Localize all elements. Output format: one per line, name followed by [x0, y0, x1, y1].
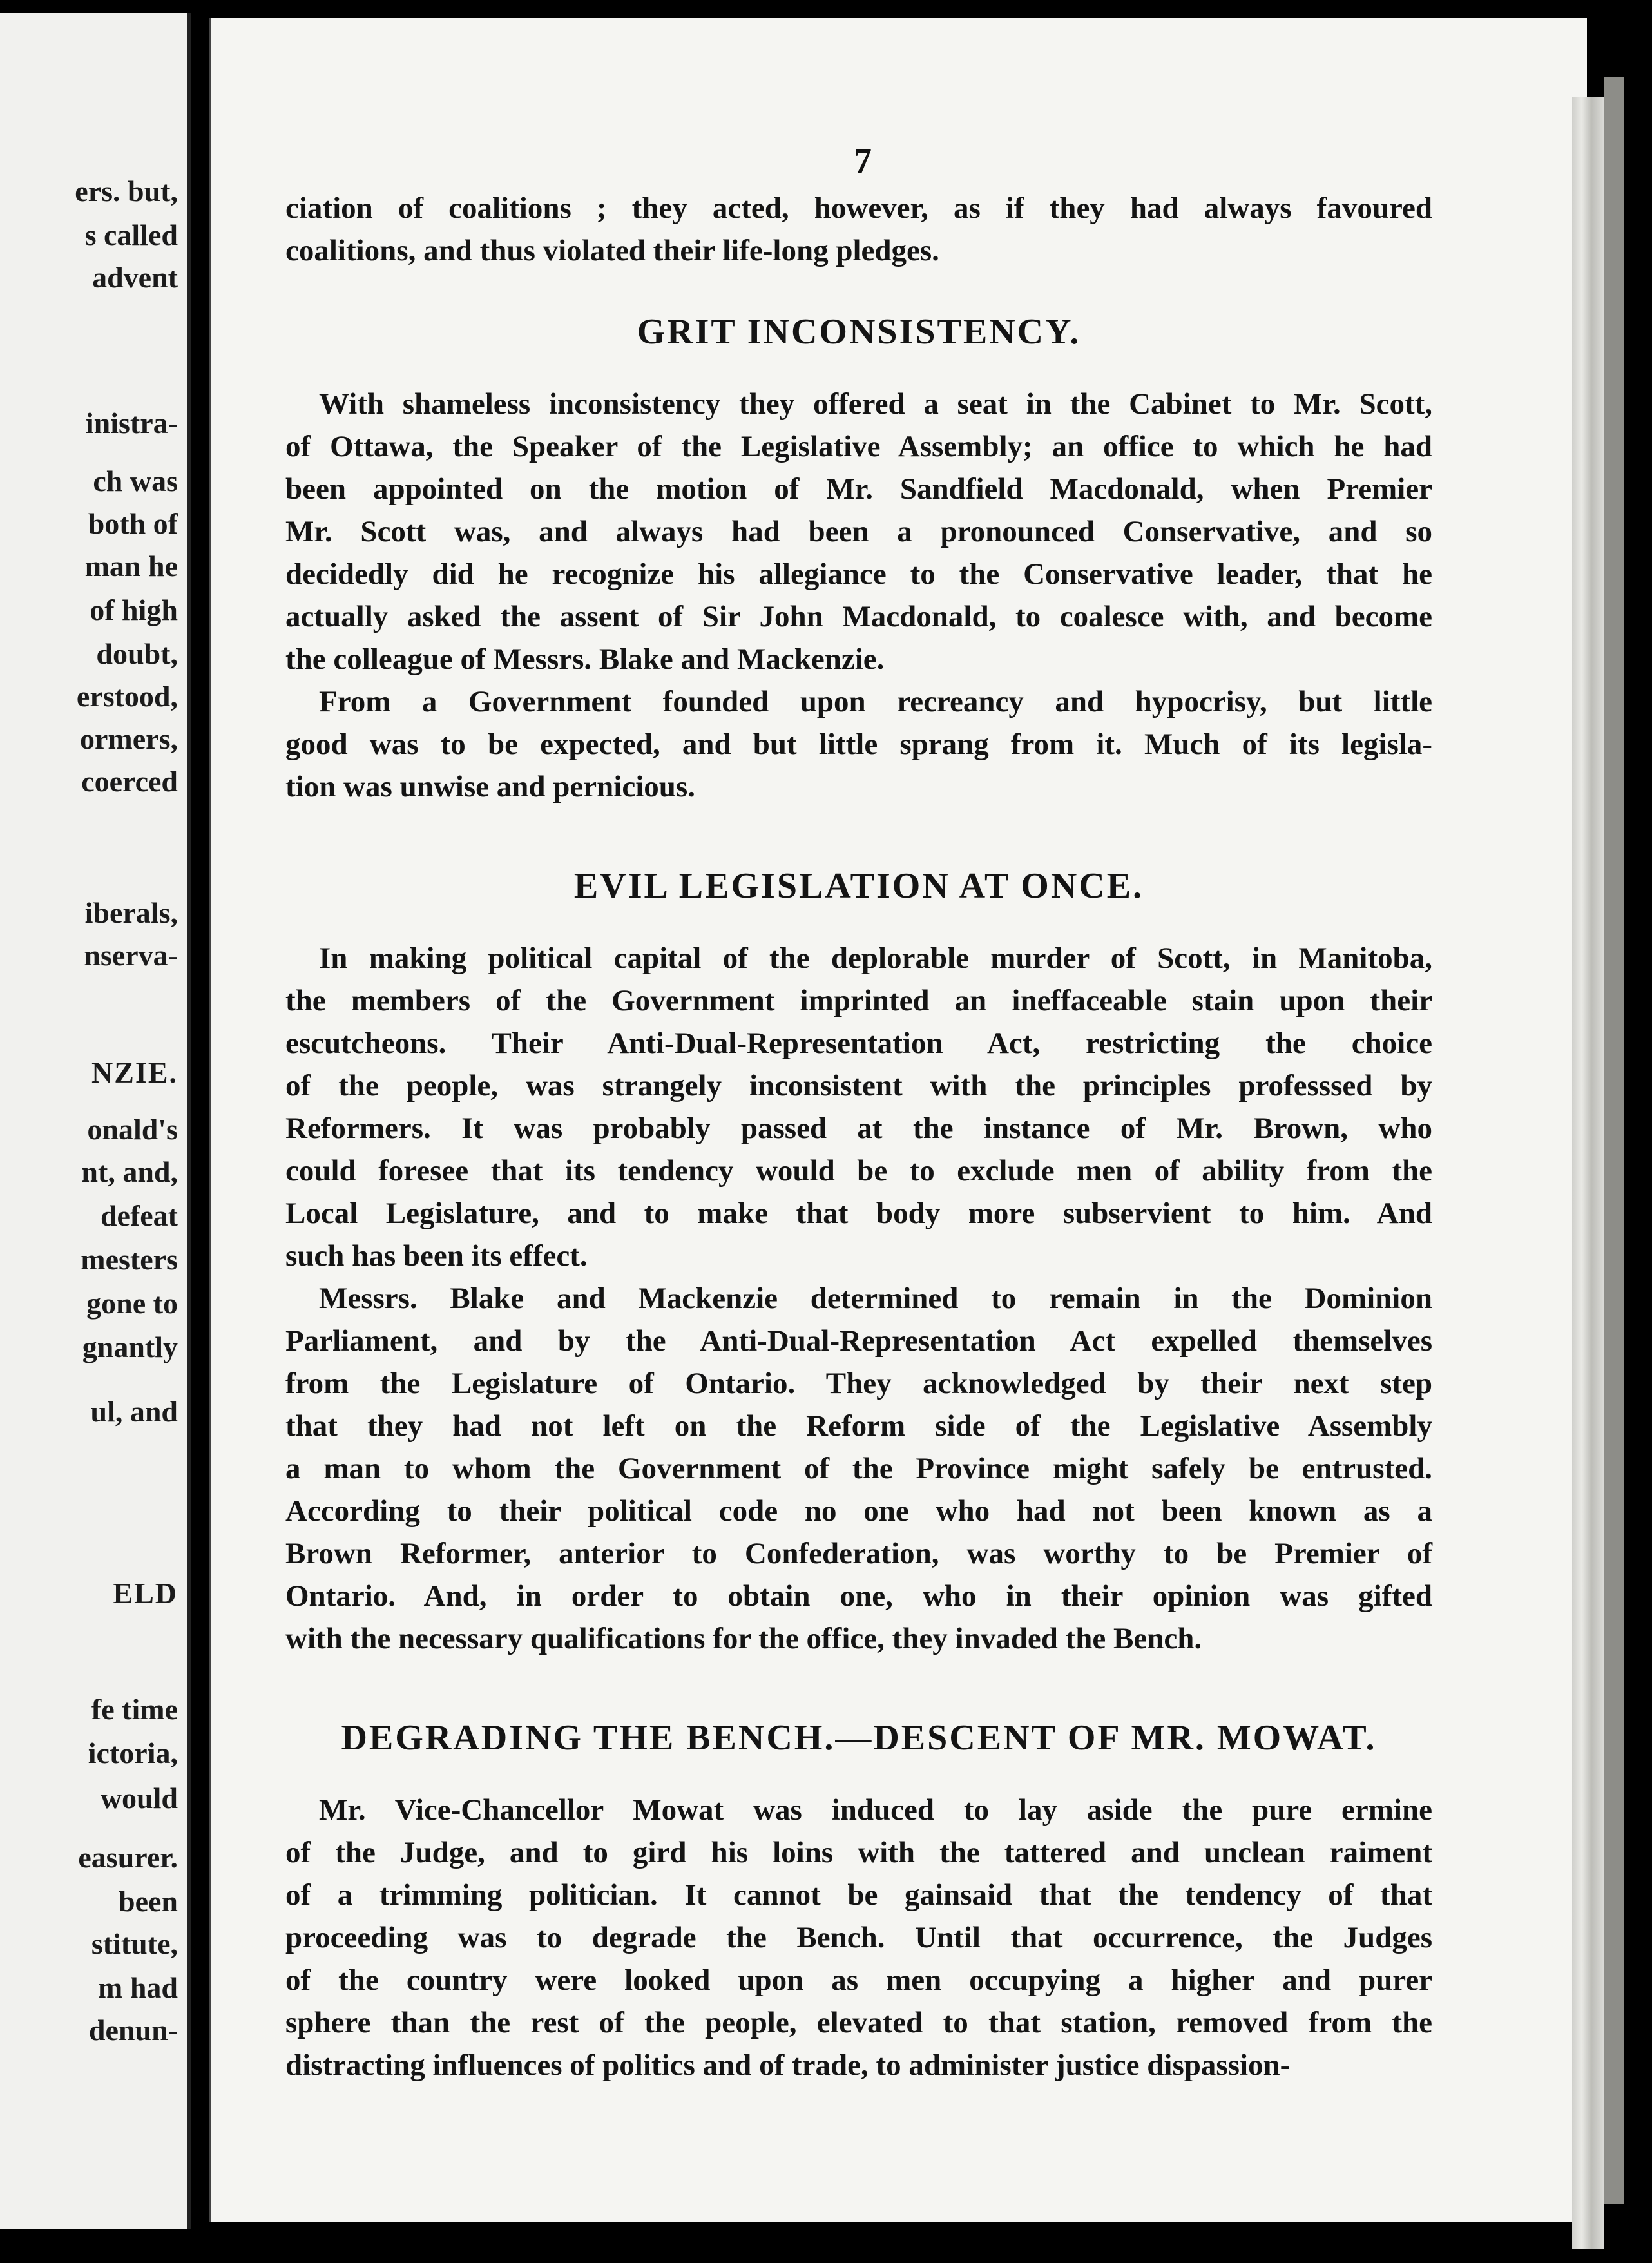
left-page-fragment: nserva- — [84, 939, 178, 972]
left-page-fragment: onald's — [87, 1113, 178, 1146]
paragraph — [285, 1277, 1432, 1660]
left-page-fragment: ch was — [93, 465, 178, 497]
text-line: from the Legislature of Ontario. They acknowledged by their next step — [285, 1367, 1432, 1400]
text-line: of the Judge, and to gird his loins with the tattered and unclean raiment — [285, 1836, 1432, 1869]
left-page-fragment: coerced — [81, 765, 178, 798]
text-line: coalitions, and thus violated their life-long pledges. — [285, 234, 939, 267]
text-line: tion was unwise and pernicious. — [285, 770, 695, 804]
heading-spacer — [285, 354, 1432, 383]
text-line: Mr. Scott was, and always had been a pronounced Conservative, and so — [285, 515, 1432, 548]
text-line: escutcheons. Their Anti-Dual-Representation Act, restricting the choice — [285, 1026, 1432, 1060]
left-page-fragment: ormers, — [80, 722, 178, 755]
text-line: actually asked the assent of Sir John Macdonald, to coalesce with, and become — [285, 600, 1432, 633]
book-edge-shadow — [1604, 77, 1624, 2204]
left-page-fragment: iberals, — [84, 896, 178, 929]
left-page-fragment: been — [119, 1885, 178, 1918]
left-page-fragment: ictoria, — [88, 1737, 178, 1769]
text-line: the colleague of Messrs. Blake and Mackenzie. — [285, 642, 885, 676]
page-number: 7 — [854, 141, 872, 181]
section-spacer — [285, 808, 1432, 863]
left-page-fragment: gone to — [86, 1287, 178, 1320]
paragraph — [285, 1789, 1432, 2086]
left-page-fragment: doubt, — [96, 637, 178, 670]
text-line: Reformers. It was probably passed at the instance of Mr. Brown, who — [285, 1112, 1432, 1145]
text-line: with the necessary qualifications for the office, they invaded the Bench. — [285, 1622, 1202, 1655]
left-page-fragment: mesters — [81, 1243, 178, 1276]
page-body — [285, 187, 1432, 2086]
text-line: Messrs. Blake and Mackenzie determined to remain in the Dominion — [319, 1282, 1432, 1315]
text-line: of the country were looked upon as men occupying a higher and purer — [285, 1963, 1432, 1997]
text-line: of Ottawa, the Speaker of the Legislative Assembly; an office to which he had — [285, 430, 1432, 463]
left-page-fragment: ers. but, — [75, 175, 178, 207]
page-edge-stack — [1572, 97, 1604, 2249]
left-page-fragment: stitute, — [91, 1927, 178, 1960]
text-line: Brown Reformer, anterior to Confederation, was worthy to be Premier of — [285, 1537, 1432, 1570]
text-line: Local Legislature, and to make that body more subservient to him. And — [285, 1197, 1432, 1230]
section-heading: EVIL LEGISLATION AT ONCE. — [573, 866, 1144, 906]
text-line: distracting influences of politics and of trade, to administer justice dispassion- — [285, 2048, 1291, 2082]
text-line: In making political capital of the deplorable murder of Scott, in Manitoba, — [319, 941, 1432, 975]
paragraph — [285, 383, 1432, 680]
section-spacer — [285, 1660, 1432, 1715]
left-page-fragment: easurer. — [78, 1841, 178, 1874]
text-line: of the people, was strangely inconsistent with the principles professsed by — [285, 1069, 1432, 1103]
left-page-fragment: of high — [90, 593, 178, 626]
left-page-fragment: fe time — [91, 1693, 178, 1726]
left-page-fragment: man he — [84, 550, 178, 583]
text-line: proceeding was to degrade the Bench. Until that occurrence, the Judges — [285, 1921, 1432, 1954]
text-line: the members of the Government imprinted an ineffaceable stain upon their — [285, 984, 1432, 1017]
text-line: Mr. Vice-Chancellor Mowat was induced to lay aside the pure ermine — [319, 1793, 1432, 1827]
left-page-fragment: erstood, — [76, 680, 178, 713]
text-line: Parliament, and by the Anti-Dual-Representation Act expelled themselves — [285, 1324, 1432, 1358]
left-page-fragment: defeat — [100, 1199, 178, 1232]
text-line: that they had not left on the Reform side of the Legislative Assembly — [285, 1409, 1432, 1443]
paragraph — [285, 680, 1432, 808]
paragraph — [285, 187, 1432, 272]
left-page-fragment: would — [100, 1782, 178, 1815]
text-line: Ontario. And, in order to obtain one, who in their opinion was gifted — [285, 1579, 1432, 1613]
text-line: decidedly did he recognize his allegiance to the Conservative leader, that he — [285, 557, 1432, 591]
left-page-fragment: ELD — [113, 1577, 178, 1610]
section-spacer — [285, 272, 1432, 309]
heading-spacer — [285, 1760, 1432, 1789]
main-page — [209, 18, 1587, 2222]
left-page-fragment: advent — [92, 261, 178, 294]
text-line: a man to whom the Government of the Province might safely be entrusted. — [285, 1452, 1432, 1485]
text-line: good was to be expected, and but little sprang from it. Much of its legisla- — [285, 727, 1432, 761]
left-page-fragment: NZIE. — [91, 1056, 178, 1089]
section-heading: DEGRADING THE BENCH.—DESCENT OF MR. MOWAT. — [341, 1718, 1377, 1758]
left-page-fragment: m had — [98, 1971, 178, 2004]
left-facing-page — [0, 13, 191, 2229]
left-page-fragment: s called — [84, 218, 178, 251]
left-page-fragment: nt, and, — [81, 1155, 178, 1188]
left-page-fragment: ul, and — [90, 1395, 178, 1428]
left-page-fragment: inistra- — [85, 407, 178, 439]
text-line: From a Government founded upon recreancy and hypocrisy, but little — [319, 685, 1432, 718]
text-line: such has been its effect. — [285, 1239, 588, 1273]
heading-spacer — [285, 909, 1432, 937]
text-line: With shameless inconsistency they offered a seat in the Cabinet to Mr. Scott, — [319, 387, 1432, 421]
left-page-fragment: both of — [88, 507, 178, 540]
text-line: sphere than the rest of the people, elevated to that station, removed from the — [285, 2006, 1432, 2039]
text-line: been appointed on the motion of Mr. Sandfield Macdonald, when Premier — [285, 472, 1432, 506]
left-page-fragment: denun- — [88, 2014, 178, 2046]
text-line: According to their political code no one who had not been known as a — [285, 1494, 1432, 1528]
paragraph — [285, 937, 1432, 1277]
text-line: of a trimming politician. It cannot be gainsaid that the tendency of that — [285, 1878, 1432, 1912]
section-heading: GRIT INCONSISTENCY. — [637, 312, 1081, 352]
left-page-fragment: gnantly — [82, 1331, 178, 1363]
text-line: could foresee that its tendency would be to exclude men of ability from the — [285, 1154, 1432, 1188]
text-line: ciation of coalitions ; they acted, however, as if they had always favoured — [285, 191, 1432, 225]
